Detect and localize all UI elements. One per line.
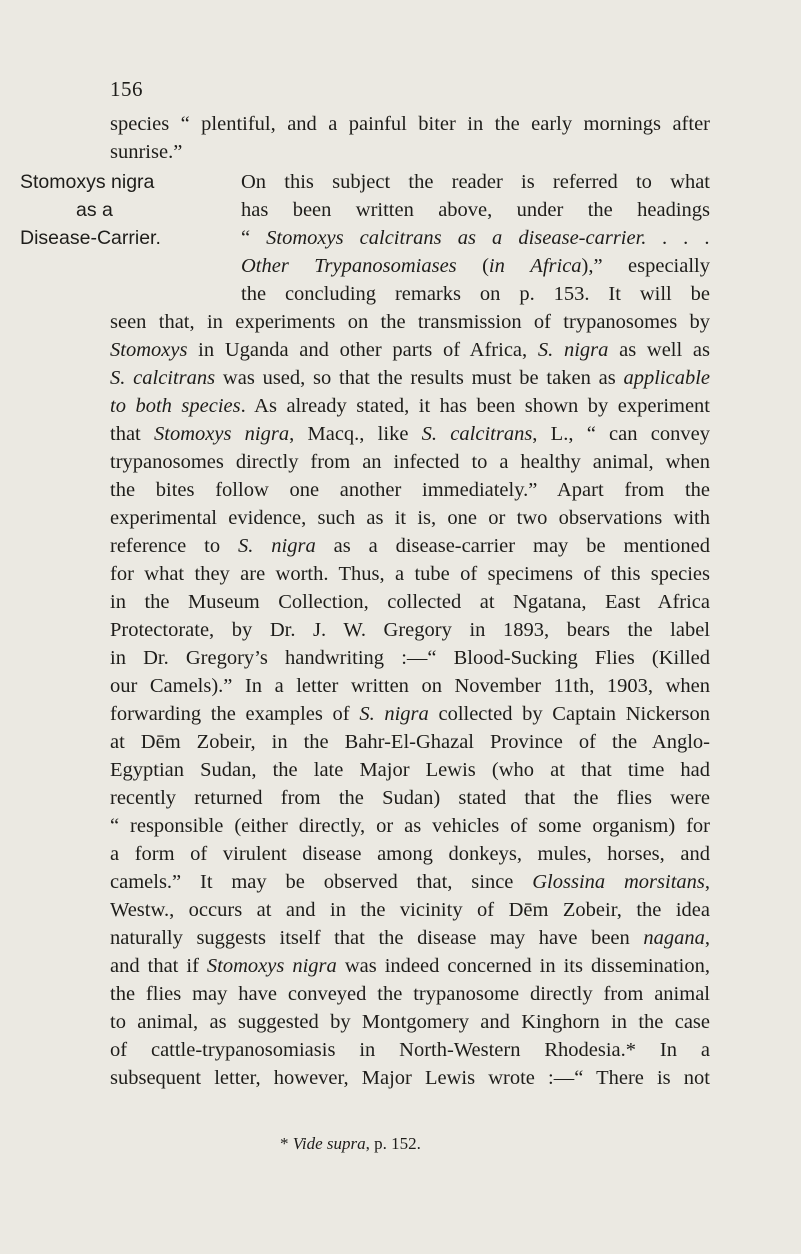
- text-line: S. calcitrans was used, so that the results must be taken as applicable: [110, 367, 710, 389]
- text-line: species “ plentiful, and a painful biter in the early mornings after: [110, 113, 710, 135]
- text-line: the bites follow one another immediately.” Apart from the: [110, 479, 710, 501]
- text-line: sunrise.”: [110, 141, 183, 163]
- footnote: * Vide supra, p. 152.: [280, 1134, 421, 1153]
- text-line: “ Stomoxys calcitrans as a disease-carrier. . . .: [241, 227, 710, 249]
- text-line: at Dēm Zobeir, in the Bahr-El-Ghazal Province of the Anglo-: [110, 731, 710, 753]
- text-line: of cattle-trypanosomiasis in North-Western Rhodesia.* In a: [110, 1039, 710, 1061]
- text-line: seen that, in experiments on the transmission of trypanosomes by: [110, 311, 710, 333]
- text-line: Westw., occurs at and in the vicinity of Dēm Zobeir, the idea: [110, 899, 710, 921]
- text-line: our Camels).” In a letter written on November 11th, 1903, when: [110, 675, 710, 697]
- sidenote-line-1: Stomoxys nigra: [20, 171, 155, 193]
- text-line: camels.” It may be observed that, since Glossina morsitans,: [110, 871, 711, 893]
- text-line: trypanosomes directly from an infected to a healthy animal, when: [110, 451, 710, 473]
- text-line: a form of virulent disease among donkeys, mules, horses, and: [110, 843, 710, 865]
- text-line: On this subject the reader is referred to what: [241, 171, 710, 193]
- text-line: that Stomoxys nigra, Macq., like S. calcitrans, L., “ can convey: [110, 423, 710, 445]
- text-line: Egyptian Sudan, the late Major Lewis (who at that time had: [110, 759, 710, 781]
- text-line: the flies may have conveyed the trypanosome directly from animal: [110, 983, 710, 1005]
- text-line: and that if Stomoxys nigra was indeed concerned in its dissemination,: [110, 955, 710, 977]
- text-line: reference to S. nigra as a disease-carrier may be mentioned: [110, 535, 710, 557]
- text-line: to both species. As already stated, it has been shown by experiment: [110, 395, 711, 417]
- text-line: in Dr. Gregory’s handwriting :—“ Blood-Sucking Flies (Killed: [110, 647, 710, 669]
- text-line: Other Trypanosomiases (in Africa),” especially: [241, 255, 710, 277]
- text-line: “ responsible (either directly, or as vehicles of some organism) for: [110, 815, 710, 837]
- text-line: Stomoxys in Uganda and other parts of Africa, S. nigra as well as: [110, 339, 710, 361]
- page-number: 156: [110, 77, 143, 101]
- text-line: to animal, as suggested by Montgomery and Kinghorn in the case: [110, 1011, 710, 1033]
- text-line: for what they are worth. Thus, a tube of specimens of this species: [110, 563, 710, 585]
- text-line: forwarding the examples of S. nigra collected by Captain Nickerson: [110, 703, 710, 725]
- text-line: in the Museum Collection, collected at Ngatana, East Africa: [110, 591, 710, 613]
- sidenote-line-3: Disease-Carrier.: [20, 227, 161, 249]
- text-line: recently returned from the Sudan) stated that the flies were: [110, 787, 710, 809]
- sidenote-line-2: as a: [76, 199, 113, 221]
- text-line: subsequent letter, however, Major Lewis wrote :—“ There is not: [110, 1067, 710, 1089]
- text-line: naturally suggests itself that the disease may have been nagana,: [110, 927, 710, 949]
- text-line: has been written above, under the headings: [241, 199, 710, 221]
- text-line: the concluding remarks on p. 153. It will be: [241, 283, 710, 305]
- text-line: Protectorate, by Dr. J. W. Gregory in 1893, bears the label: [110, 619, 710, 641]
- text-line: experimental evidence, such as it is, one or two observations with: [110, 507, 710, 529]
